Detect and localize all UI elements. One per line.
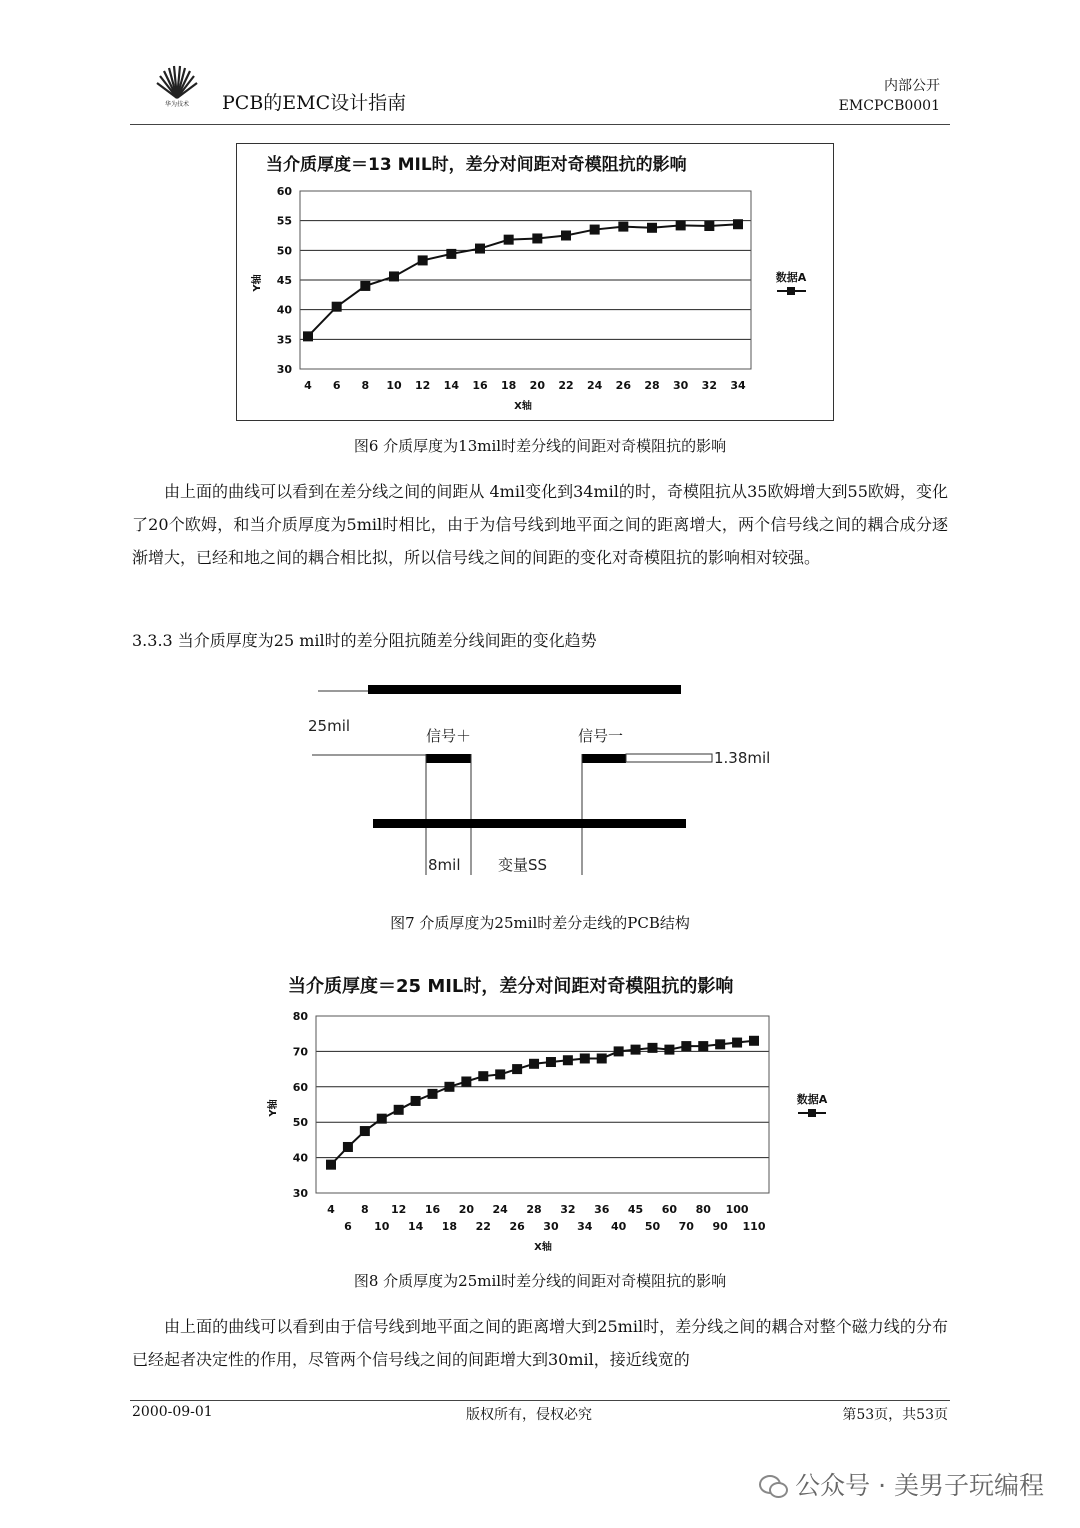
c8-data-point: [529, 1059, 539, 1069]
signal-minus-label: 信号一: [578, 727, 624, 745]
chart-figure-8: [256, 968, 852, 1260]
c6-data-point: [332, 302, 342, 312]
section-heading: 3.3.3 当介质厚度为25 mil时的差分阻抗随差分线间距的变化趋势: [132, 631, 597, 650]
chart8-title: 当介质厚度＝25 MIL时，差分对间距对奇模阻抗的影响: [288, 976, 734, 997]
c8-ytick-label: 60: [292, 1080, 308, 1094]
c8-xtick-label: 14: [407, 1220, 424, 1233]
chart-figure-6: [236, 143, 834, 421]
footer-date: 2000-09-01: [132, 1404, 213, 1420]
c6-ytick-label: 35: [276, 333, 292, 347]
signal-minus-trace: [582, 754, 626, 763]
header-rule: [130, 124, 950, 125]
c6-xtick-label: 12: [415, 379, 431, 392]
c8-data-point: [478, 1071, 488, 1081]
document-title: PCB的EMC设计指南: [222, 92, 407, 114]
c8-data-point: [394, 1105, 404, 1115]
chart8-legend-marker: [808, 1109, 816, 1117]
c6-data-point: [360, 281, 370, 291]
c8-xtick-label: 45: [627, 1203, 644, 1216]
c8-xtick-label: 90: [712, 1220, 728, 1233]
signal-plus-label: 信号＋: [426, 727, 472, 745]
c8-xtick-label: 60: [661, 1203, 678, 1216]
c6-xtick-label: 20: [529, 379, 545, 392]
wechat-icon: [759, 1475, 787, 1497]
c8-data-point: [326, 1160, 336, 1170]
c6-ytick-label: 50: [276, 244, 292, 258]
c8-xtick-label: 30: [543, 1220, 559, 1233]
c6-data-point: [647, 223, 657, 233]
c8-xtick-label: 18: [441, 1220, 458, 1233]
figure7-caption: 图7 介质厚度为25mil时差分走线的PCB结构: [390, 914, 690, 932]
c8-xtick-label: 40: [610, 1220, 627, 1233]
c8-xtick-label: 100: [725, 1203, 749, 1216]
c8-data-point: [563, 1055, 573, 1065]
c6-ytick-label: 45: [276, 274, 292, 287]
c8-data-point: [580, 1053, 590, 1063]
c8-xtick-label: 20: [458, 1203, 475, 1216]
c6-xtick-label: 24: [587, 379, 603, 392]
c6-xtick-label: 4: [304, 379, 312, 392]
c8-xtick-label: 70: [678, 1220, 694, 1233]
c6-data-point: [303, 331, 313, 341]
chart6-xlabel: X轴: [514, 401, 532, 412]
c8-ytick-label: 30: [292, 1187, 308, 1200]
chart6-title: 当介质厚度＝13 MIL时，差分对间距对奇模阻抗的影响: [266, 155, 687, 175]
c6-ytick-label: 40: [276, 303, 292, 317]
c6-data-point: [389, 271, 399, 281]
wechat-watermark: [759, 1466, 1044, 1502]
c8-data-point: [631, 1045, 641, 1055]
c8-xtick-label: 8: [361, 1203, 369, 1216]
paragraph-1: 由上面的曲线可以看到在差分线之间的间距从 4mil变化到34mil的时，奇模阻抗从35欧姆增大到55欧姆，变化了20个欧姆，和当介质厚度为5mil时相比，由于为信号线到地平面之间的距离增大，两个信号线之间的耦合成分逐渐增大，已经和地之间的耦合相比拟，所以信号线之间的间距的变化对奇模阻抗的影响相对较强。: [132, 482, 948, 567]
c8-ytick-label: 40: [292, 1151, 308, 1165]
c8-data-point: [343, 1142, 353, 1152]
c8-data-point: [377, 1114, 387, 1124]
chart8-ylabel: Y轴: [268, 1099, 279, 1117]
c8-xtick-label: 10: [374, 1220, 390, 1233]
c6-data-point: [704, 221, 714, 231]
header-meta: [839, 76, 940, 116]
c6-data-point: [676, 220, 686, 230]
figure8-caption: 图8 介质厚度为25mil时差分线的间距对奇模阻抗的影响: [353, 1272, 727, 1290]
c8-data-point: [461, 1076, 471, 1086]
c6-ytick-label: 55: [276, 214, 292, 228]
signal-plus-trace: [426, 754, 471, 763]
trace-thickness-indicator: [626, 754, 712, 762]
trace-width-label: 8mil: [428, 856, 461, 874]
c8-xtick-label: 4: [327, 1203, 335, 1216]
spacing-variable-label: 变量SS: [498, 856, 548, 874]
figure6-caption: 图6 介质厚度为13mil时差分线的间距对奇模阻抗的影响: [353, 437, 727, 455]
c6-data-point: [418, 255, 428, 265]
classification-label: 内部公开: [884, 78, 940, 94]
paragraph-2: 由上面的曲线可以看到由于信号线到地平面之间的距离增大到25mil时，差分线之间的耦合对整个磁力线的分布已经起者决定性的作用，尽管两个信号线之间的间距增大到30mil，接近线宽的: [132, 1317, 948, 1369]
footer-rule: [130, 1400, 950, 1401]
top-ground-plane: [368, 685, 681, 694]
c8-data-point: [360, 1126, 370, 1136]
c8-ytick-label: 80: [292, 1010, 308, 1023]
c8-data-point: [732, 1038, 742, 1048]
c8-xtick-label: 6: [344, 1220, 352, 1233]
c8-data-point: [698, 1041, 708, 1051]
c6-xtick-label: 6: [332, 379, 341, 392]
c8-ytick-label: 50: [292, 1116, 308, 1130]
c8-data-point: [428, 1089, 438, 1099]
c8-data-point: [512, 1064, 522, 1074]
chart6-ylabel: Y轴: [252, 274, 263, 292]
c8-data-point: [546, 1057, 556, 1067]
document-id: EMCPCB0001: [838, 98, 940, 114]
c8-xtick-label: 16: [424, 1203, 441, 1216]
c6-data-point: [475, 244, 485, 254]
c8-xtick-label: 26: [509, 1220, 525, 1233]
dielectric-thickness-label: 25mil: [308, 717, 351, 735]
c6-data-point: [532, 233, 542, 243]
c8-data-point: [681, 1041, 691, 1051]
watermark-text: 公众号 · 美男子玩编程: [795, 1471, 1044, 1500]
c6-xtick-label: 22: [558, 379, 574, 392]
c8-ytick-label: 70: [292, 1045, 308, 1059]
c8-series-line: [331, 1041, 754, 1165]
c8-xtick-label: 28: [526, 1203, 542, 1216]
c6-data-point: [618, 222, 628, 232]
c6-xtick-label: 18: [501, 379, 517, 392]
chart6-legend-label: 数据A: [775, 271, 807, 284]
c6-data-point: [446, 249, 456, 259]
c8-data-point: [664, 1045, 674, 1055]
c6-data-point: [504, 235, 514, 245]
c8-xtick-label: 36: [594, 1203, 610, 1216]
c8-data-point: [597, 1053, 607, 1063]
c6-data-point: [561, 231, 571, 241]
c8-data-point: [411, 1096, 421, 1106]
pcb-structure-diagram: [300, 670, 800, 885]
c6-ytick-label: 30: [276, 363, 292, 376]
chart8-xlabel: X轴: [534, 1242, 552, 1253]
c6-xtick-label: 28: [644, 379, 660, 392]
footer-copyright: 版权所有，侵权必究: [466, 1407, 592, 1423]
bottom-ground-plane: [373, 819, 686, 828]
c6-xtick-label: 26: [615, 379, 631, 392]
c8-xtick-label: 12: [391, 1203, 407, 1216]
c8-xtick-label: 32: [560, 1203, 576, 1216]
logo-text: 华为技术: [164, 101, 190, 108]
c6-xtick-label: 32: [701, 379, 717, 392]
c8-data-point: [715, 1039, 725, 1049]
footer-page-number: 第53页，共53页: [842, 1407, 948, 1423]
c8-xtick-label: 22: [475, 1220, 491, 1233]
c8-xtick-label: 80: [695, 1203, 711, 1216]
c6-xtick-label: 30: [673, 379, 689, 392]
c8-data-point: [495, 1069, 505, 1079]
c6-xtick-label: 14: [443, 379, 459, 392]
chart6-legend-marker: [787, 287, 795, 295]
c6-xtick-label: 8: [361, 379, 370, 392]
c6-xtick-label: 16: [472, 379, 488, 392]
trace-thickness-label: 1.38mil: [714, 749, 771, 767]
c8-data-point: [614, 1046, 624, 1056]
c8-xtick-label: 24: [492, 1203, 508, 1216]
c8-xtick-label: 50: [644, 1220, 661, 1233]
c6-data-point: [733, 219, 743, 229]
c6-ytick-label: 60: [276, 185, 292, 198]
c8-data-point: [749, 1036, 759, 1046]
company-logo: [152, 64, 202, 108]
c8-data-point: [444, 1082, 454, 1092]
c8-xtick-label: 110: [742, 1220, 766, 1233]
c6-xtick-label: 10: [386, 379, 402, 392]
c6-data-point: [590, 225, 600, 235]
c8-xtick-label: 34: [577, 1220, 593, 1233]
c6-xtick-label: 34: [730, 379, 746, 392]
c8-data-point: [647, 1043, 657, 1053]
chart8-legend-label: 数据A: [796, 1093, 828, 1106]
